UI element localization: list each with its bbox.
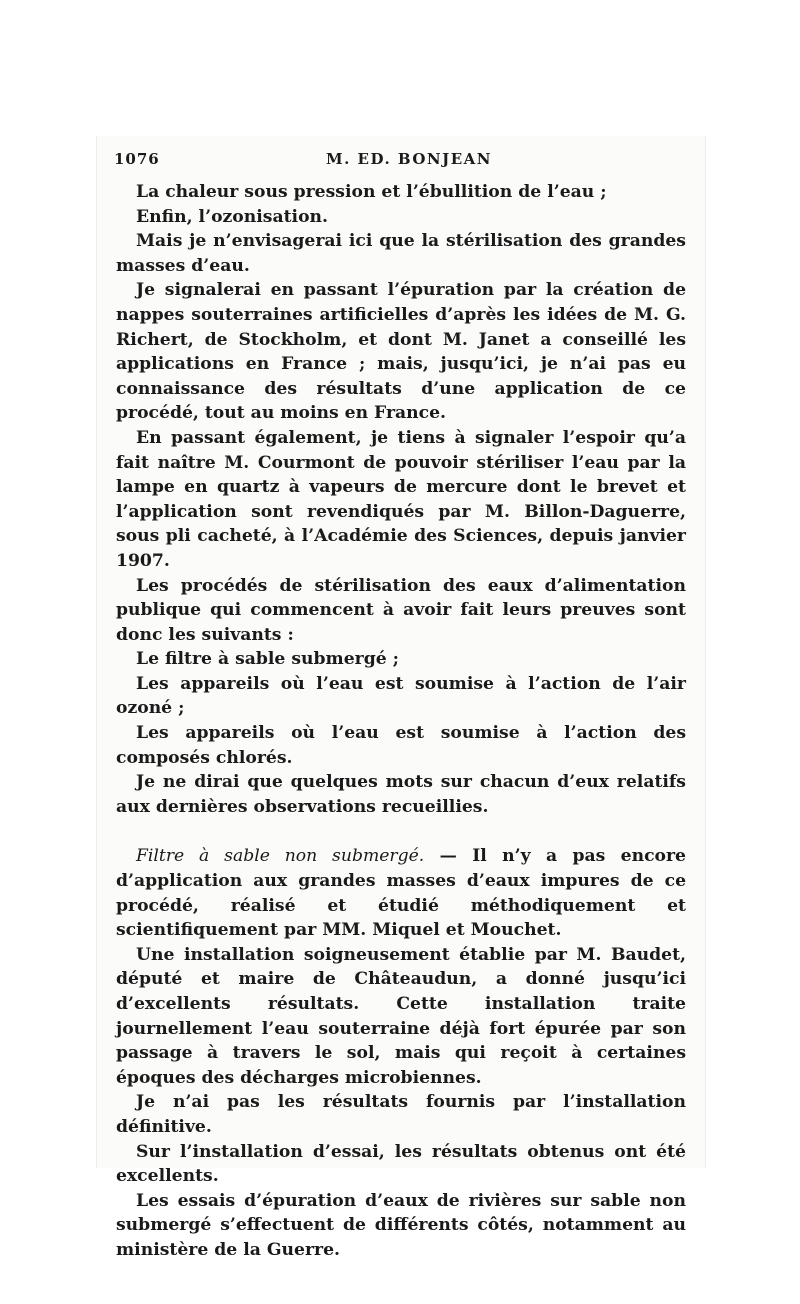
paragraph: Enfin, l’ozonisation.	[136, 206, 329, 227]
paragraph: Je signalerai en passant l’épuration par la création de nappes souterraines artificielles d’après les idées de M. G. Richert, de Stockholm, et dont M. Janet a conseillé les applications en France ; mais, jusqu’ici, je n’ai pas eu connaissance des résultats d’une application de ce procédé, tout au moins en France.	[116, 280, 686, 424]
paragraph: Une installation soigneusement établie par M. Baudet, député et maire de Châteaudun, a donné jusqu’ici d’excellents résultats. Cette installation traite journellement l’eau souterraine déjà fort épurée par son passage à travers le sol, mais qui reçoit à certaines époques des décharges microbiennes.	[116, 944, 686, 1088]
paragraph: Les appareils où l’eau est soumise à l’action de l’air ozoné ;	[116, 673, 686, 719]
section-gap	[116, 819, 686, 844]
paragraph: Sur l’installation d’essai, les résultats obtenus ont été excellents.	[116, 1141, 686, 1187]
paragraph: Je ne dirai que quelques mots sur chacun d’eux relatifs aux dernières observations recueillies.	[116, 772, 686, 817]
page-number: 1076	[114, 150, 160, 168]
section-text: — Il n’y a pas encore d’application aux grandes masses d’eaux impures de ce procédé, réalisé et étudié méthodiquement et scientifiquement par MM. Miquel et Mouchet.	[116, 846, 686, 941]
paragraph: En passant également, je tiens à signaler l’espoir qu’a fait naître M. Courmont de pouvoir stériliser l’eau par la lampe en quartz à vapeurs de mercure dont le brevet et l’application sont revendiqués par M. Billon-Daguerre, sous pli cacheté, à l’Académie des Sciences, depuis janvier 1907.	[116, 427, 686, 571]
body-text	[116, 180, 686, 1263]
page-header	[114, 150, 684, 172]
paragraph: Je n’ai pas les résultats fournis par l’installation définitive.	[116, 1092, 686, 1137]
section-paragraph	[116, 844, 686, 942]
paragraph: Le filtre à sable submergé ;	[136, 649, 399, 670]
paragraph: La chaleur sous pression et l’ébullition de l’eau ;	[136, 182, 607, 202]
paragraph: Les appareils où l’eau est soumise à l’action des composés chlorés.	[116, 723, 686, 768]
section-title: Filtre à sable non submergé.	[136, 846, 425, 867]
running-head: M. ED. BONJEAN	[326, 150, 493, 168]
paragraph: Les procédés de stérilisation des eaux d’alimentation publique qui commencent à avoir fait leurs preuves sont donc les suivants :	[116, 575, 686, 645]
paragraph: Mais je n’envisagerai ici que la stérilisation des grandes masses d’eau.	[116, 231, 686, 276]
paragraph: Les essais d’épuration d’eaux de rivières sur sable non submergé s’effectuent de différents côtés, notamment au ministère de la Guerre.	[116, 1190, 686, 1260]
